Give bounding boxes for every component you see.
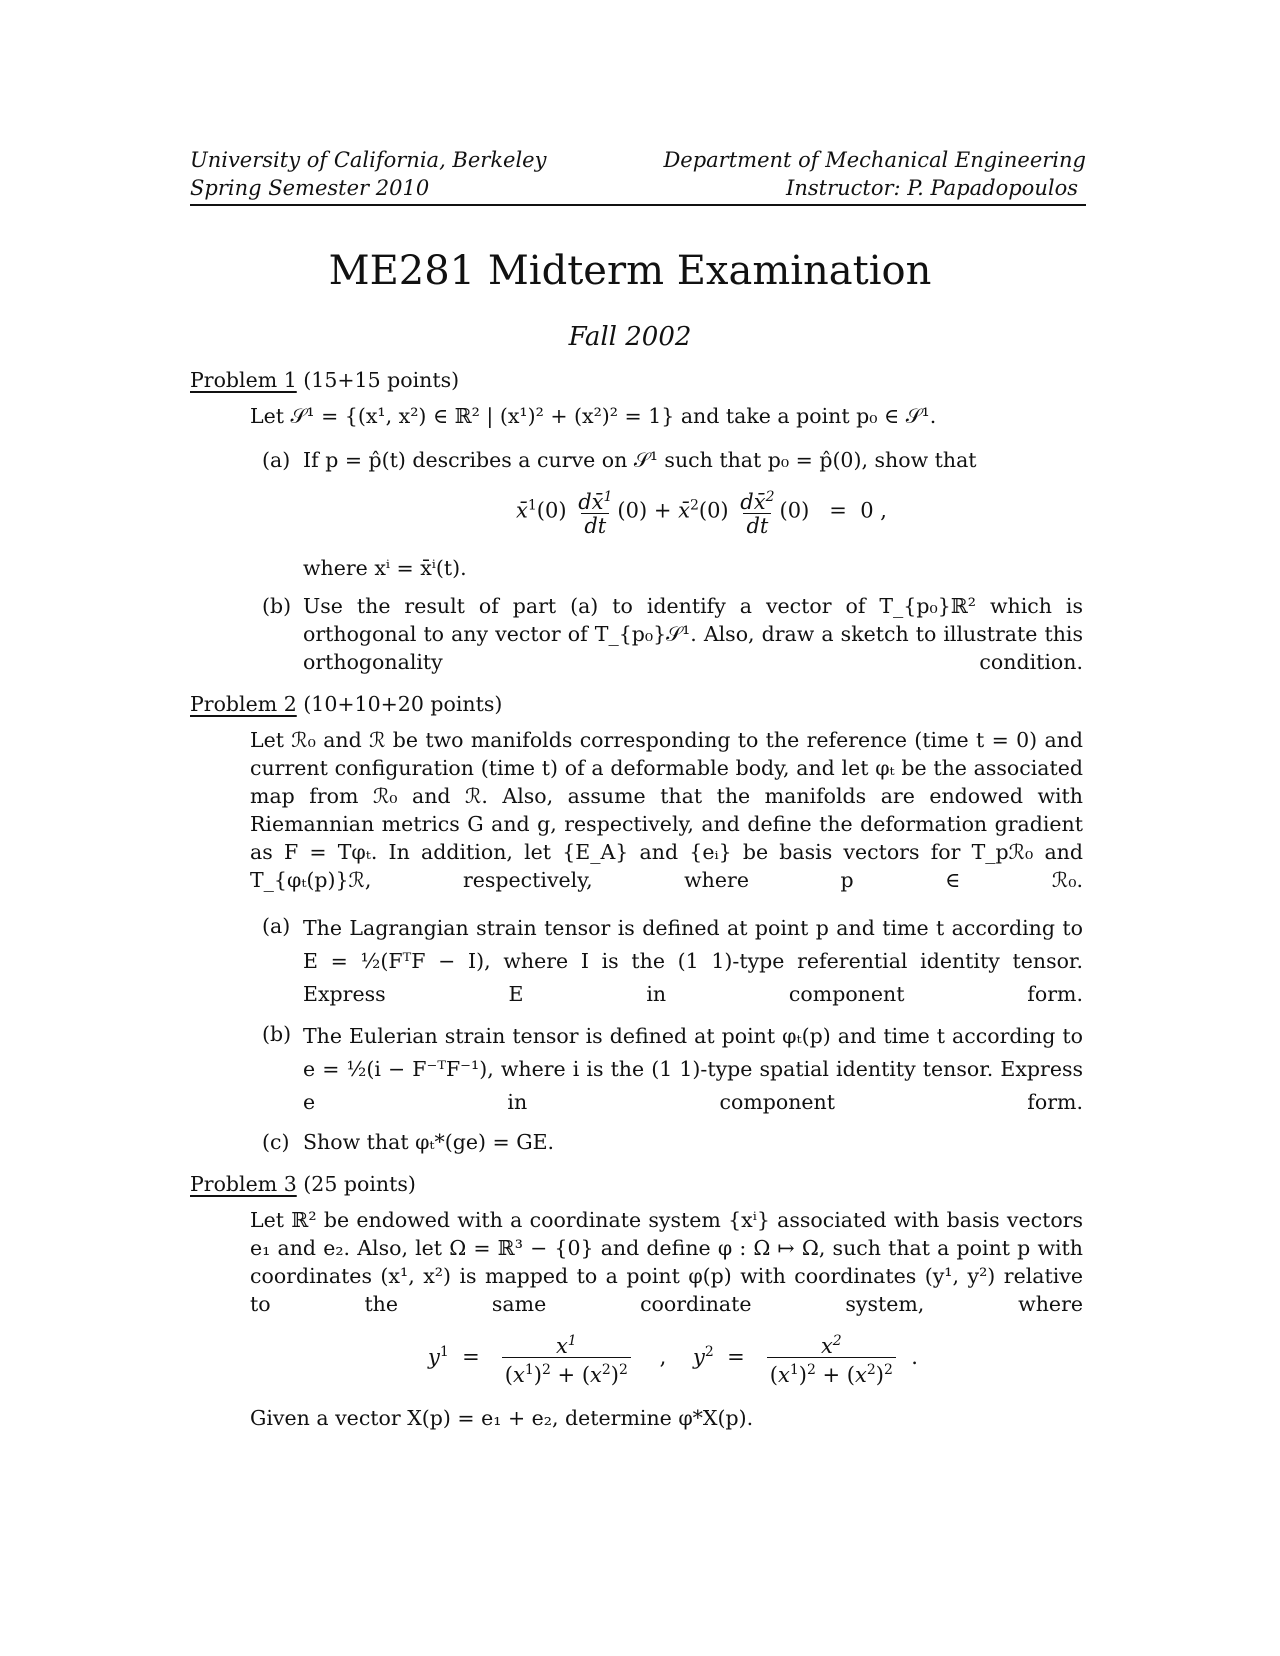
problem3-intro: Let ℝ² be endowed with a coordinate system {xⁱ} associated with basis vectors e₁ and e₂. Also, let Ω = ℝ³ − {0} and define φ : Ω ↦ Ω, such that a point p with coordinates (x¹, x²) is mapped to a point φ(p) with coordinates (y¹, y²) relative to the same coordinate system, where [250,1208,1083,1316]
problem1-part-b-marker: (b) [262,594,292,618]
problem1-where: where xⁱ = x̄ⁱ(t). [303,556,467,580]
problem3-heading [190,1170,416,1198]
problem1-points: (15+15 points) [303,368,460,392]
problem2-part-a-marker: (a) [262,914,291,938]
header-department: Department of Mechanical Engineering [663,148,1086,172]
exam-title: ME281 Midterm Examination [328,248,932,294]
problem2-part-c-marker: (c) [262,1130,290,1154]
problem2-points: (10+10+20 points) [303,692,503,716]
header-university: University of California, Berkeley [190,148,547,172]
problem1-part-b-text: Use the result of part (a) to identify a vector of T_{p₀}ℝ² which is orthogonal to any vector of T_{p₀}𝒮¹. Also, draw a sketch to illustrate this orthogonality condition. [303,594,1083,674]
problem1-heading [190,366,459,394]
exam-subtitle: Fall 2002 [568,322,692,352]
problem1-part-a-marker: (a) [262,448,291,472]
problem3-label: Problem 3 [190,1172,297,1196]
problem1-part-a-text: If p = p̂(t) describes a curve on 𝒮¹ such that p₀ = p̂(0), show that [303,448,977,472]
problem2-part-b-marker: (b) [262,1022,292,1046]
problem1-intro: Let 𝒮¹ = {(x¹, x²) ∈ ℝ² | (x¹)² + (x²)² = 1} and take a point p₀ ∈ 𝒮¹. [250,404,937,428]
problem2-intro: Let ℛ₀ and ℛ be two manifolds corresponding to the reference (time t = 0) and current configuration (time t) of a deformable body, and let φₜ be the associated map from ℛ₀ and ℛ. Also, assume that the manifolds are endowed with Riemannian metrics G and g, respectively, and define the deformation gradient as F = Tφₜ. In addition, let {E_A} and {eᵢ} be basis vectors for T_pℛ₀ and T_{φₜ(p)}ℛ, respectively, where p ∈ ℛ₀. [250,728,1083,892]
problem2-part-c-text: Show that φₜ*(ge) = GE. [303,1130,555,1154]
problem2-part-a-text: The Lagrangian strain tensor is defined at point p and time t according to E = ½(FᵀF − I), where I is the (1 1)-type referential identity tensor. Express E in component form. [303,916,1083,1006]
problem3-equation: $y^1$ = $\frac{x^1}{(x^1)^2 + (x^2)^2}$ , $y^2$ = $\frac{x^2}{(x^1)^2 + (x^2)^2}$ . [428,1333,918,1387]
problem2-heading [190,690,502,718]
problem3-points: (25 points) [303,1172,416,1196]
problem1-equation: x̄$^1$(0) $\frac{dx̄^1}{dt}$ (0) + x̄$^2$(0) $\frac{dx̄^2}{dt}$ (0) = 0 , [516,489,887,538]
header-instructor: Instructor: P. Papadopoulos [786,176,1078,200]
problem2-part-b-text: The Eulerian strain tensor is defined at point φₜ(p) and time t according to e = ½(i − F⁻ᵀF⁻¹), where i is the (1 1)-type spatial identity tensor. Express e in component form. [303,1024,1083,1114]
header-semester: Spring Semester 2010 [190,176,430,200]
problem1-label: Problem 1 [190,368,297,392]
problem2-label: Problem 2 [190,692,297,716]
problem3-closing: Given a vector X(p) = e₁ + e₂, determine φ*X(p). [250,1406,754,1430]
header-rule [190,204,1086,206]
